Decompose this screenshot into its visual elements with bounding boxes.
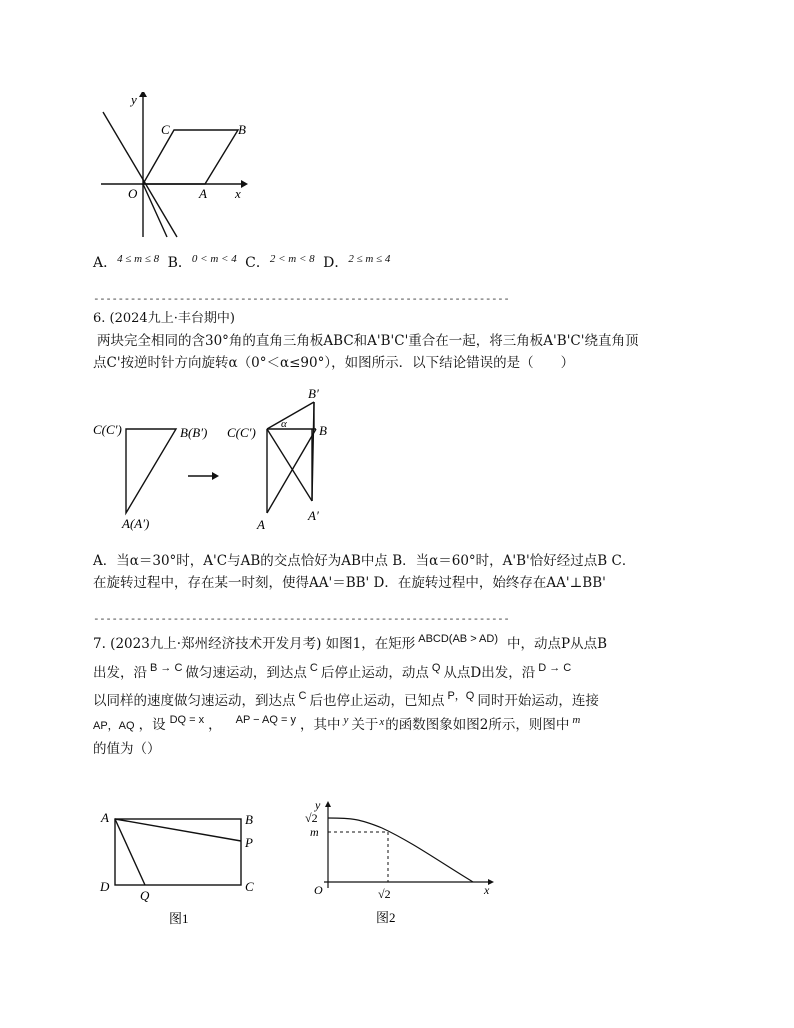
q5-option-a-letter: A． [93, 255, 118, 271]
q7-line2-text-c: 后停止运动，动点 [320, 665, 429, 681]
q7-line1 [93, 633, 607, 656]
q5-label-b: B [238, 122, 246, 137]
q7-line4-text-e: 关于 [351, 717, 379, 733]
separator-1: -------------------------------------------------------------------- [93, 292, 510, 305]
q7-line5: 的值为（） [93, 741, 161, 757]
q6-figure [90, 385, 340, 535]
q7-fig2-label-m: m [310, 825, 319, 839]
q7-line2-math2: C [309, 662, 318, 674]
q7-line2-text-a: 出发，沿 [93, 665, 147, 681]
q7-line4-math5: m [572, 714, 581, 726]
q5-label-a: A [199, 186, 207, 201]
q7-figure2 [300, 800, 500, 930]
q7-line3-math1: C [298, 690, 307, 702]
q7-fig2-label-sqrt2-x: √2 [378, 887, 391, 901]
q5-option-a[interactable] [93, 255, 159, 271]
q7-line3-text-c: 同时开始运动，连接 [477, 693, 599, 709]
q6-right-label-bp: B′ [308, 386, 319, 401]
q7-line2-text-b: 做匀速运动，到达点 [185, 665, 307, 681]
q5-option-b-letter: B． [167, 255, 192, 271]
q5-option-c[interactable] [245, 255, 315, 271]
q7-line4 [93, 714, 583, 737]
q7-fig2-label-o: O [314, 883, 323, 897]
q7-line3-text-a: 以同样的速度做匀速运动，到达点 [93, 693, 296, 709]
q7-fig1-label-d: D [100, 879, 110, 894]
q5-option-a-expr: 4 ≤ m ≤ 8 [117, 253, 160, 265]
q5-line-upper [143, 184, 167, 237]
q6-options-line2[interactable]: 在旋转过程中，存在某一时刻，使得AA'＝BB' D．在旋转过程中，始终存在AA'⊥BB' [93, 575, 606, 591]
q7-line4-text-f: 的函数图象如图2所示，则图中 [385, 717, 570, 733]
q6-line2: 点C'按逆时针方向旋转α（0°＜α≤90°），如图所示．以下结论错误的是（ ） [93, 355, 575, 371]
q6-options-line1[interactable]: A．当α＝30°时，A'C与AB的交点恰好为AB中点 B．当α＝60°时，A'B'恰好经过点B C． [93, 553, 636, 569]
q5-label-y: y [131, 92, 137, 107]
q7-fig1-label-a: A [101, 810, 109, 825]
q7-fig1-label-c: C [245, 879, 254, 894]
q7-fig2-caption: 图2 [376, 910, 396, 925]
q6-left-label-b: B(B′) [180, 425, 208, 440]
q5-options [93, 252, 390, 275]
q7-fig2-label-sqrt2-y: √2 [305, 811, 318, 825]
q6-right-label-a: A [257, 517, 265, 532]
q5-option-b[interactable] [168, 255, 237, 271]
q5-option-c-expr: 2 < m < 8 [269, 253, 315, 265]
separator-2: -------------------------------------------------------------------- [93, 612, 510, 625]
q6-left-label-a: A(A′) [122, 516, 150, 531]
q7-line4-math1: DQ = x [169, 714, 205, 726]
q6-left-triangle [126, 429, 176, 513]
q7-line4-text-b: ，设 [138, 717, 166, 733]
q5-parallelogram [143, 130, 238, 184]
q7-figure1 [95, 805, 270, 930]
q5-option-d[interactable] [323, 255, 390, 271]
q7-fig1-label-q: Q [140, 888, 150, 903]
q7-line1-text-a: 7. (2023九上·郑州经济技术开发月考) 如图1，在矩形 [93, 636, 416, 652]
q7-fig1-label-b: B [245, 812, 253, 827]
q7-line4-math2: AP − AQ = y [235, 714, 296, 726]
q7-fig1-segment-ap [115, 819, 241, 841]
q7-line2 [93, 662, 574, 685]
q6-left-label-c: C(C′) [93, 422, 122, 437]
q6-line1: 两块完全相同的含30°角的直角三角板ABC和A'B'C'重合在一起，将三角板A'B'C'绕直角顶 [97, 333, 639, 349]
q7-line4-math4: x [379, 716, 385, 728]
q7-line2-text-d: 从点D出发，沿 [443, 665, 536, 681]
q7-line1-math: ABCD(AB > AD) [418, 633, 499, 645]
q5-figure [95, 92, 255, 242]
q7-line2-math3: Q [431, 662, 441, 674]
q7-fig2-label-y: y [315, 800, 321, 812]
q7-fig1-segment-aq [115, 819, 145, 885]
q7-line2-math4: D → C [538, 662, 572, 674]
q5-option-b-expr: 0 < m < 4 [191, 253, 237, 265]
q7-line4-math3: y [343, 714, 349, 726]
q6-right-label-alpha: α [281, 418, 287, 430]
q7-fig2-curve [328, 818, 473, 882]
q7-line3 [93, 690, 599, 713]
q7-line2-math1: B → C [150, 662, 183, 674]
q5-option-d-letter: D． [323, 255, 349, 271]
q7-line3-math2: P，Q [447, 690, 475, 702]
q7-fig1-rectangle [115, 819, 241, 885]
q6-header: 6. (2024九上·丰台期中) [93, 311, 235, 326]
q7-fig1-caption: 图1 [169, 911, 189, 926]
q7-fig1-label-p: P [245, 835, 253, 850]
q7-line4-math-ap-aq: AP，AQ [93, 720, 135, 732]
q7-line3-text-b: 后也停止运动，已知点 [309, 693, 445, 709]
q5-label-x: x [235, 186, 241, 201]
q5-option-d-expr: 2 ≤ m ≤ 4 [348, 253, 391, 265]
q7-line1-text-b: 中，动点P从点B [507, 636, 608, 652]
q7-line4-text-d: ，其中 [299, 717, 341, 733]
q5-label-o: O [128, 186, 138, 201]
q6-right-label-b: B [319, 423, 327, 438]
q7-line4-text-c: ， [208, 717, 222, 733]
q6-right-label-ap: A′ [308, 508, 319, 523]
q7-fig2-label-x: x [484, 883, 490, 897]
q5-label-c: C [161, 122, 170, 137]
q5-option-c-letter: C． [245, 255, 270, 271]
q6-right-label-c: C(C′) [227, 425, 256, 440]
